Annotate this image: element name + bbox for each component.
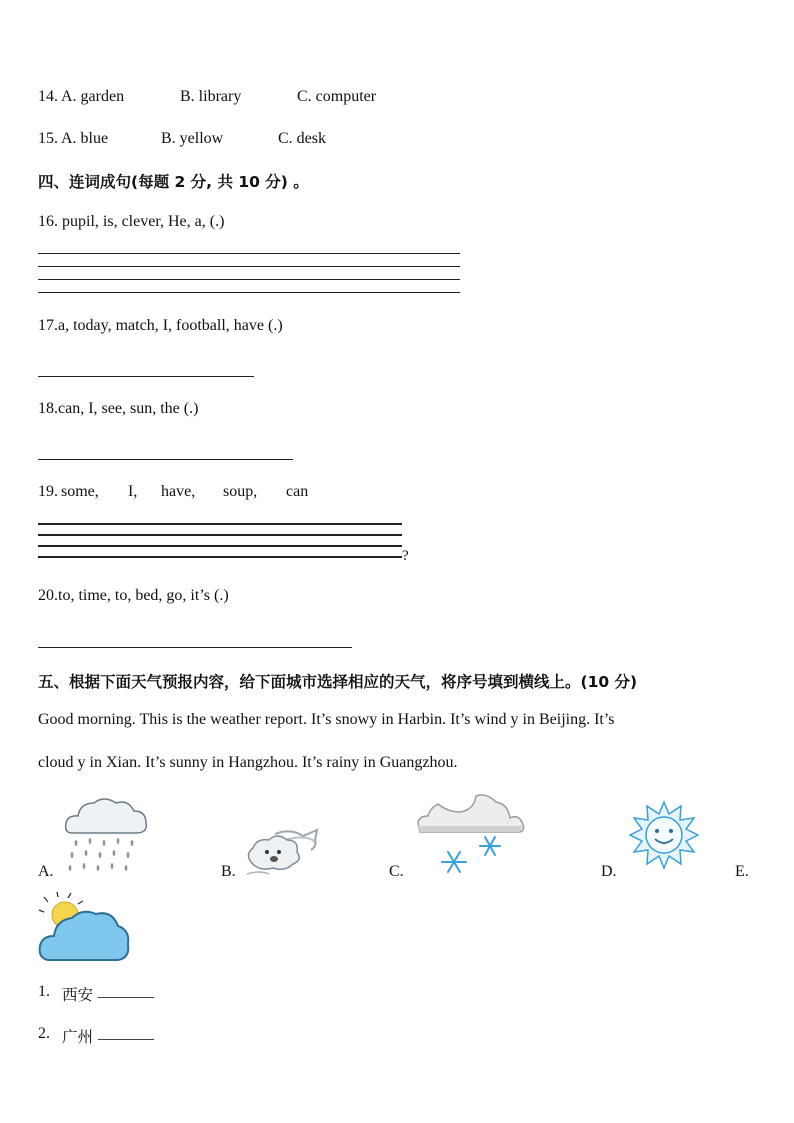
sun-icon — [628, 800, 700, 870]
option-a-label: A. — [38, 863, 54, 880]
q14-option-a: A. garden — [61, 88, 125, 105]
answer-1-blank[interactable]: _______ — [98, 983, 154, 1000]
option-d-label: D. — [601, 863, 617, 880]
q19-number: 19. — [38, 483, 58, 500]
q18-prompt: 18.can, I, see, sun, the (.) — [38, 400, 199, 417]
q19-word-2: I, — [128, 483, 138, 500]
q16-answer-line-2[interactable] — [38, 266, 460, 267]
q16-prompt: 16. pupil, is, clever, He, a, (.) — [38, 213, 225, 230]
weather-report-line-2: cloud y in Xian. It’s sunny in Hangzhou. It’s rainy in Guangzhou. — [38, 754, 458, 771]
option-e-label: E. — [735, 863, 749, 880]
q19-word-1: some, — [61, 483, 99, 500]
q14-option-b: B. library — [180, 88, 242, 105]
q14-option-c: C. computer — [297, 88, 377, 105]
weather-report-line-1: Good morning. This is the weather report. It’s snowy in Harbin. It’s wind y in Beijing. It’s — [38, 711, 615, 728]
answer-2-city: 广州 — [62, 1028, 94, 1046]
q19-word-5: can — [286, 483, 309, 500]
option-b-label: B. — [221, 863, 236, 880]
q16-answer-line-3[interactable] — [38, 279, 460, 280]
q19-answer-line-4[interactable] — [38, 556, 402, 558]
q19-answer-line-2[interactable] — [38, 534, 402, 536]
q15-option-b: B. yellow — [161, 130, 224, 147]
q16-answer-line-1[interactable] — [38, 253, 460, 254]
q15-option-a: A. blue — [61, 130, 109, 147]
section-4-title: 四、连词成句(每题 2 分, 共 10 分) 。 — [38, 173, 309, 191]
option-c-label: C. — [389, 863, 404, 880]
q19-answer-line-1[interactable] — [38, 523, 402, 525]
q15-option-c: C. desk — [278, 130, 326, 147]
section-5-title: 五、根据下面天气预报内容，给下面城市选择相应的天气，将序号填到横线上。(10 分) — [38, 673, 638, 691]
q17-prompt: 17.a, today, match, I, football, have (.) — [38, 317, 283, 334]
rain-cloud-icon — [62, 793, 150, 875]
q14-number: 14. — [38, 88, 58, 105]
wind-cloud-icon — [245, 826, 317, 878]
q19-word-3: have, — [161, 483, 196, 500]
q18-answer-line[interactable] — [38, 459, 293, 460]
snow-cloud-icon — [416, 790, 526, 880]
q17-answer-line[interactable] — [38, 376, 254, 377]
q20-prompt: 20.to, time, to, bed, go, it’s (.) — [38, 587, 229, 604]
q19-question-mark: ? — [402, 548, 409, 564]
answer-2-blank[interactable]: _______ — [98, 1025, 154, 1042]
answer-2-number: 2. — [38, 1025, 50, 1042]
q16-answer-line-4[interactable] — [38, 292, 460, 293]
partly-cloudy-icon — [38, 892, 132, 966]
answer-1-number: 1. — [38, 983, 50, 1000]
q20-answer-line[interactable] — [38, 647, 352, 648]
q19-word-4: soup, — [223, 483, 258, 500]
q19-answer-line-3[interactable] — [38, 545, 402, 547]
q15-number: 15. — [38, 130, 58, 147]
answer-1-city: 西安 — [62, 986, 94, 1004]
